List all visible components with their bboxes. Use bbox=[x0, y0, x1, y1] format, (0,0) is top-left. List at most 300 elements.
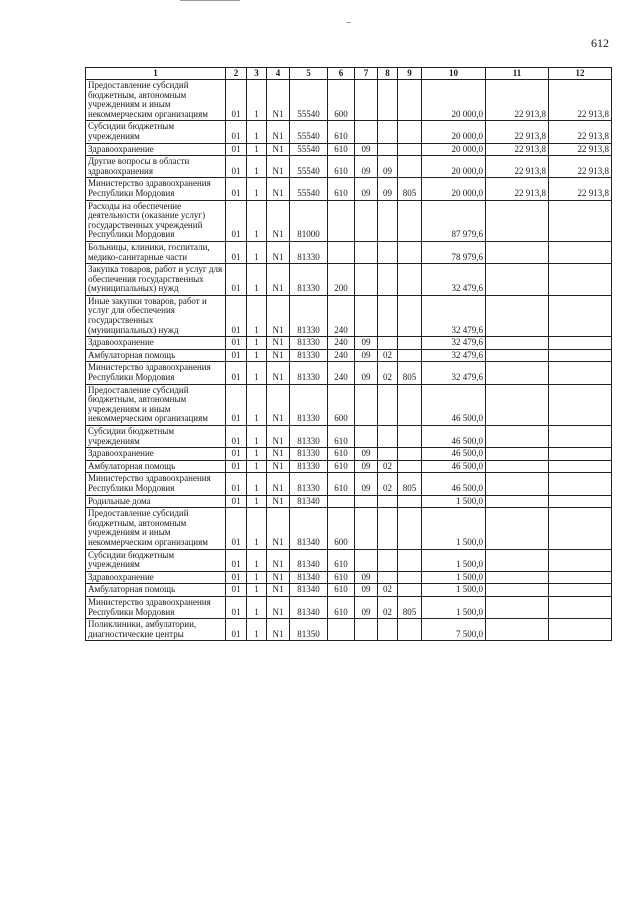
amount-year2-cell bbox=[486, 349, 549, 362]
row-name-cell: Министерство здравоохранения Республики Мордовия bbox=[86, 473, 226, 495]
expense-type-cell: 610 bbox=[328, 571, 355, 584]
amount-year3-cell: 22 913,8 bbox=[549, 121, 612, 143]
row-name-cell: Субсидии бюджетным учреждениям bbox=[86, 426, 226, 448]
row-name-cell: Здравоохранение bbox=[86, 337, 226, 350]
amount-year1-cell: 20 000,0 bbox=[422, 80, 486, 121]
section-code-cell: 09 bbox=[355, 349, 378, 362]
amount-year3-cell bbox=[549, 362, 612, 384]
amount-year1-cell: 32 479,6 bbox=[422, 337, 486, 350]
amount-year1-cell: 46 500,0 bbox=[422, 460, 486, 473]
subprogram-code-cell: 1 bbox=[247, 495, 267, 508]
row-name-cell: Расходы на обеспечение деятельности (оказание услуг) государственных учреждений Республики Мордовия bbox=[86, 200, 226, 241]
ministry-code-cell bbox=[398, 156, 422, 178]
project-code-cell: N1 bbox=[267, 362, 290, 384]
expense-type-cell: 610 bbox=[328, 178, 355, 200]
section-code-cell bbox=[355, 619, 378, 641]
direction-code-cell: 81330 bbox=[290, 264, 328, 296]
amount-year1-cell: 87 979,6 bbox=[422, 200, 486, 241]
row-name-cell: Предоставление субсидий бюджетным, автономным учреждениям и иным некоммерческим организациям bbox=[86, 80, 226, 121]
project-code-cell: N1 bbox=[267, 80, 290, 121]
subsection-code-cell bbox=[378, 121, 398, 143]
section-code-cell: 09 bbox=[355, 460, 378, 473]
expense-type-cell bbox=[328, 619, 355, 641]
section-code-cell bbox=[355, 264, 378, 296]
subprogram-code-cell: 1 bbox=[247, 426, 267, 448]
section-code-cell: 09 bbox=[355, 143, 378, 156]
program-code-cell: 01 bbox=[226, 156, 247, 178]
amount-year2-cell bbox=[486, 448, 549, 461]
column-header: 10 bbox=[422, 68, 486, 80]
subsection-code-cell bbox=[378, 426, 398, 448]
table-body bbox=[86, 80, 612, 641]
column-header: 2 bbox=[226, 68, 247, 80]
direction-code-cell: 81340 bbox=[290, 495, 328, 508]
expense-type-cell: 610 bbox=[328, 596, 355, 618]
ministry-code-cell bbox=[398, 200, 422, 241]
project-code-cell: N1 bbox=[267, 143, 290, 156]
amount-year3-cell: 22 913,8 bbox=[549, 178, 612, 200]
direction-code-cell: 81330 bbox=[290, 473, 328, 495]
subsection-code-cell bbox=[378, 264, 398, 296]
expense-type-cell: 610 bbox=[328, 143, 355, 156]
row-name-cell: Здравоохранение bbox=[86, 571, 226, 584]
amount-year1-cell: 1 500,0 bbox=[422, 596, 486, 618]
amount-year3-cell: 22 913,8 bbox=[549, 156, 612, 178]
amount-year1-cell: 20 000,0 bbox=[422, 143, 486, 156]
amount-year2-cell bbox=[486, 508, 549, 549]
amount-year3-cell bbox=[549, 584, 612, 597]
row-name-cell: Другие вопросы в области здравоохранения bbox=[86, 156, 226, 178]
ministry-code-cell bbox=[398, 143, 422, 156]
program-code-cell: 01 bbox=[226, 143, 247, 156]
amount-year3-cell bbox=[549, 549, 612, 571]
amount-year2-cell bbox=[486, 619, 549, 641]
amount-year2-cell bbox=[486, 264, 549, 296]
subprogram-code-cell: 1 bbox=[247, 448, 267, 461]
project-code-cell: N1 bbox=[267, 495, 290, 508]
subprogram-code-cell: 1 bbox=[247, 143, 267, 156]
row-name-cell: Здравоохранение bbox=[86, 448, 226, 461]
amount-year1-cell: 1 500,0 bbox=[422, 495, 486, 508]
table-row bbox=[86, 473, 612, 495]
program-code-cell: 01 bbox=[226, 337, 247, 350]
amount-year2-cell bbox=[486, 337, 549, 350]
direction-code-cell: 55540 bbox=[290, 156, 328, 178]
direction-code-cell: 81340 bbox=[290, 508, 328, 549]
direction-code-cell: 81330 bbox=[290, 349, 328, 362]
table-row bbox=[86, 584, 612, 597]
amount-year1-cell: 46 500,0 bbox=[422, 448, 486, 461]
subsection-code-cell bbox=[378, 337, 398, 350]
column-header: 11 bbox=[486, 68, 549, 80]
project-code-cell: N1 bbox=[267, 178, 290, 200]
section-code-cell: 09 bbox=[355, 337, 378, 350]
ministry-code-cell bbox=[398, 121, 422, 143]
amount-year3-cell bbox=[549, 337, 612, 350]
amount-year2-cell bbox=[486, 241, 549, 263]
column-header: 1 bbox=[86, 68, 226, 80]
subprogram-code-cell: 1 bbox=[247, 584, 267, 597]
direction-code-cell: 81330 bbox=[290, 362, 328, 384]
section-code-cell: 09 bbox=[355, 473, 378, 495]
amount-year2-cell bbox=[486, 200, 549, 241]
row-name-cell: Иные закупки товаров, работ и услуг для обеспечения государственных (муниципальных) нужд bbox=[86, 295, 226, 336]
amount-year1-cell: 46 500,0 bbox=[422, 473, 486, 495]
ministry-code-cell bbox=[398, 80, 422, 121]
subprogram-code-cell: 1 bbox=[247, 549, 267, 571]
expense-type-cell: 600 bbox=[328, 384, 355, 425]
subsection-code-cell bbox=[378, 384, 398, 425]
table-row bbox=[86, 571, 612, 584]
table-row bbox=[86, 460, 612, 473]
subsection-code-cell: 02 bbox=[378, 362, 398, 384]
amount-year2-cell bbox=[486, 584, 549, 597]
table-row bbox=[86, 337, 612, 350]
subsection-code-cell: 09 bbox=[378, 178, 398, 200]
project-code-cell: N1 bbox=[267, 460, 290, 473]
row-name-cell: Больницы, клиники, госпитали, медико-санитарные части bbox=[86, 241, 226, 263]
subprogram-code-cell: 1 bbox=[247, 264, 267, 296]
direction-code-cell: 81330 bbox=[290, 426, 328, 448]
direction-code-cell: 55540 bbox=[290, 178, 328, 200]
section-code-cell: 09 bbox=[355, 596, 378, 618]
row-name-cell: Министерство здравоохранения Республики Мордовия bbox=[86, 178, 226, 200]
project-code-cell: N1 bbox=[267, 473, 290, 495]
subsection-code-cell bbox=[378, 549, 398, 571]
table-row bbox=[86, 156, 612, 178]
table-row bbox=[86, 80, 612, 121]
program-code-cell: 01 bbox=[226, 426, 247, 448]
ministry-code-cell bbox=[398, 337, 422, 350]
expense-type-cell: 610 bbox=[328, 549, 355, 571]
program-code-cell: 01 bbox=[226, 384, 247, 425]
direction-code-cell: 81330 bbox=[290, 295, 328, 336]
amount-year2-cell bbox=[486, 362, 549, 384]
subprogram-code-cell: 1 bbox=[247, 349, 267, 362]
project-code-cell: N1 bbox=[267, 508, 290, 549]
program-code-cell: 01 bbox=[226, 241, 247, 263]
subsection-code-cell: 02 bbox=[378, 349, 398, 362]
ministry-code-cell bbox=[398, 495, 422, 508]
column-header: 3 bbox=[247, 68, 267, 80]
table-row bbox=[86, 448, 612, 461]
expense-type-cell bbox=[328, 200, 355, 241]
expense-type-cell: 610 bbox=[328, 460, 355, 473]
ministry-code-cell bbox=[398, 426, 422, 448]
program-code-cell: 01 bbox=[226, 473, 247, 495]
ministry-code-cell bbox=[398, 460, 422, 473]
project-code-cell: N1 bbox=[267, 121, 290, 143]
section-code-cell bbox=[355, 495, 378, 508]
amount-year3-cell bbox=[549, 426, 612, 448]
amount-year2-cell bbox=[486, 460, 549, 473]
expense-type-cell: 610 bbox=[328, 156, 355, 178]
budget-table-container bbox=[85, 67, 611, 641]
direction-code-cell: 55540 bbox=[290, 143, 328, 156]
section-code-cell: 09 bbox=[355, 362, 378, 384]
direction-code-cell: 55540 bbox=[290, 121, 328, 143]
amount-year2-cell bbox=[486, 549, 549, 571]
scan-artifact bbox=[180, 0, 240, 1]
program-code-cell: 01 bbox=[226, 508, 247, 549]
project-code-cell: N1 bbox=[267, 200, 290, 241]
row-name-cell: Субсидии бюджетным учреждениям bbox=[86, 121, 226, 143]
expense-type-cell: 600 bbox=[328, 80, 355, 121]
amount-year3-cell bbox=[549, 200, 612, 241]
expense-type-cell: 610 bbox=[328, 426, 355, 448]
project-code-cell: N1 bbox=[267, 549, 290, 571]
ministry-code-cell: 805 bbox=[398, 178, 422, 200]
amount-year2-cell bbox=[486, 384, 549, 425]
amount-year3-cell bbox=[549, 619, 612, 641]
project-code-cell: N1 bbox=[267, 426, 290, 448]
ministry-code-cell bbox=[398, 619, 422, 641]
project-code-cell: N1 bbox=[267, 156, 290, 178]
amount-year3-cell: 22 913,8 bbox=[549, 143, 612, 156]
expense-type-cell: 240 bbox=[328, 337, 355, 350]
expense-type-cell: 240 bbox=[328, 295, 355, 336]
subprogram-code-cell: 1 bbox=[247, 200, 267, 241]
row-name-cell: Родильные дома bbox=[86, 495, 226, 508]
ministry-code-cell bbox=[398, 448, 422, 461]
expense-type-cell: 610 bbox=[328, 584, 355, 597]
section-code-cell bbox=[355, 508, 378, 549]
column-header: 9 bbox=[398, 68, 422, 80]
table-row bbox=[86, 349, 612, 362]
subsection-code-cell bbox=[378, 495, 398, 508]
subprogram-code-cell: 1 bbox=[247, 460, 267, 473]
direction-code-cell: 81340 bbox=[290, 549, 328, 571]
amount-year1-cell: 32 479,6 bbox=[422, 295, 486, 336]
section-code-cell: 09 bbox=[355, 584, 378, 597]
table-row bbox=[86, 143, 612, 156]
amount-year1-cell: 1 500,0 bbox=[422, 571, 486, 584]
section-code-cell bbox=[355, 384, 378, 425]
direction-code-cell: 81330 bbox=[290, 241, 328, 263]
section-code-cell bbox=[355, 549, 378, 571]
table-row bbox=[86, 178, 612, 200]
program-code-cell: 01 bbox=[226, 571, 247, 584]
program-code-cell: 01 bbox=[226, 549, 247, 571]
amount-year1-cell: 20 000,0 bbox=[422, 178, 486, 200]
table-row bbox=[86, 508, 612, 549]
amount-year3-cell bbox=[549, 596, 612, 618]
program-code-cell: 01 bbox=[226, 596, 247, 618]
amount-year3-cell bbox=[549, 495, 612, 508]
amount-year3-cell bbox=[549, 508, 612, 549]
amount-year1-cell: 1 500,0 bbox=[422, 508, 486, 549]
expense-type-cell bbox=[328, 241, 355, 263]
subsection-code-cell: 09 bbox=[378, 156, 398, 178]
expense-type-cell: 240 bbox=[328, 362, 355, 384]
direction-code-cell: 81330 bbox=[290, 448, 328, 461]
row-name-cell: Предоставление субсидий бюджетным, автономным учреждениям и иным некоммерческим организациям bbox=[86, 508, 226, 549]
subprogram-code-cell: 1 bbox=[247, 295, 267, 336]
scan-artifact bbox=[347, 22, 351, 23]
subprogram-code-cell: 1 bbox=[247, 156, 267, 178]
amount-year2-cell bbox=[486, 473, 549, 495]
section-code-cell bbox=[355, 121, 378, 143]
ministry-code-cell bbox=[398, 584, 422, 597]
amount-year1-cell: 46 500,0 bbox=[422, 384, 486, 425]
expense-type-cell: 610 bbox=[328, 121, 355, 143]
program-code-cell: 01 bbox=[226, 200, 247, 241]
program-code-cell: 01 bbox=[226, 264, 247, 296]
subprogram-code-cell: 1 bbox=[247, 619, 267, 641]
ministry-code-cell: 805 bbox=[398, 473, 422, 495]
program-code-cell: 01 bbox=[226, 80, 247, 121]
project-code-cell: N1 bbox=[267, 349, 290, 362]
amount-year2-cell bbox=[486, 571, 549, 584]
row-name-cell: Субсидии бюджетным учреждениям bbox=[86, 549, 226, 571]
table-row bbox=[86, 596, 612, 618]
ministry-code-cell bbox=[398, 571, 422, 584]
amount-year3-cell bbox=[549, 460, 612, 473]
expense-type-cell bbox=[328, 495, 355, 508]
page-number: 612 bbox=[591, 36, 609, 50]
amount-year1-cell: 1 500,0 bbox=[422, 584, 486, 597]
amount-year1-cell: 46 500,0 bbox=[422, 426, 486, 448]
subprogram-code-cell: 1 bbox=[247, 178, 267, 200]
table-row bbox=[86, 619, 612, 641]
table-row bbox=[86, 495, 612, 508]
ministry-code-cell bbox=[398, 549, 422, 571]
column-header: 8 bbox=[378, 68, 398, 80]
subsection-code-cell bbox=[378, 448, 398, 461]
subsection-code-cell bbox=[378, 241, 398, 263]
section-code-cell: 09 bbox=[355, 448, 378, 461]
amount-year3-cell bbox=[549, 384, 612, 425]
subprogram-code-cell: 1 bbox=[247, 473, 267, 495]
amount-year3-cell bbox=[549, 448, 612, 461]
column-header: 5 bbox=[290, 68, 328, 80]
expense-type-cell: 600 bbox=[328, 508, 355, 549]
subprogram-code-cell: 1 bbox=[247, 337, 267, 350]
amount-year2-cell: 22 913,8 bbox=[486, 143, 549, 156]
column-header: 12 bbox=[549, 68, 612, 80]
row-name-cell: Амбулаторная помощь bbox=[86, 460, 226, 473]
section-code-cell bbox=[355, 80, 378, 121]
section-code-cell bbox=[355, 295, 378, 336]
program-code-cell: 01 bbox=[226, 295, 247, 336]
amount-year2-cell bbox=[486, 596, 549, 618]
subprogram-code-cell: 1 bbox=[247, 571, 267, 584]
subsection-code-cell bbox=[378, 619, 398, 641]
expense-type-cell: 200 bbox=[328, 264, 355, 296]
project-code-cell: N1 bbox=[267, 596, 290, 618]
budget-table bbox=[85, 67, 612, 641]
row-name-cell: Амбулаторная помощь bbox=[86, 349, 226, 362]
program-code-cell: 01 bbox=[226, 584, 247, 597]
row-name-cell: Здравоохранение bbox=[86, 143, 226, 156]
table-row bbox=[86, 295, 612, 336]
direction-code-cell: 81340 bbox=[290, 571, 328, 584]
program-code-cell: 01 bbox=[226, 121, 247, 143]
section-code-cell: 09 bbox=[355, 571, 378, 584]
project-code-cell: N1 bbox=[267, 337, 290, 350]
subsection-code-cell bbox=[378, 200, 398, 241]
column-header: 4 bbox=[267, 68, 290, 80]
amount-year2-cell: 22 913,8 bbox=[486, 121, 549, 143]
column-header: 6 bbox=[328, 68, 355, 80]
subsection-code-cell bbox=[378, 143, 398, 156]
ministry-code-cell: 805 bbox=[398, 362, 422, 384]
table-row bbox=[86, 362, 612, 384]
table-row bbox=[86, 426, 612, 448]
amount-year2-cell bbox=[486, 426, 549, 448]
subsection-code-cell bbox=[378, 295, 398, 336]
direction-code-cell: 81330 bbox=[290, 384, 328, 425]
program-code-cell: 01 bbox=[226, 619, 247, 641]
program-code-cell: 01 bbox=[226, 495, 247, 508]
section-code-cell: 09 bbox=[355, 178, 378, 200]
column-header: 7 bbox=[355, 68, 378, 80]
program-code-cell: 01 bbox=[226, 362, 247, 384]
direction-code-cell: 81350 bbox=[290, 619, 328, 641]
subprogram-code-cell: 1 bbox=[247, 596, 267, 618]
direction-code-cell: 81000 bbox=[290, 200, 328, 241]
amount-year1-cell: 20 000,0 bbox=[422, 156, 486, 178]
subsection-code-cell bbox=[378, 80, 398, 121]
row-name-cell: Министерство здравоохранения Республики Мордовия bbox=[86, 362, 226, 384]
amount-year3-cell bbox=[549, 295, 612, 336]
amount-year3-cell bbox=[549, 473, 612, 495]
subprogram-code-cell: 1 bbox=[247, 384, 267, 425]
ministry-code-cell bbox=[398, 264, 422, 296]
table-row bbox=[86, 384, 612, 425]
amount-year2-cell bbox=[486, 295, 549, 336]
amount-year2-cell: 22 913,8 bbox=[486, 178, 549, 200]
amount-year3-cell bbox=[549, 571, 612, 584]
subprogram-code-cell: 1 bbox=[247, 362, 267, 384]
row-name-cell: Предоставление субсидий бюджетным, автономным учреждениям и иным некоммерческим организациям bbox=[86, 384, 226, 425]
project-code-cell: N1 bbox=[267, 241, 290, 263]
amount-year1-cell: 32 479,6 bbox=[422, 349, 486, 362]
subsection-code-cell bbox=[378, 508, 398, 549]
amount-year1-cell: 32 479,6 bbox=[422, 362, 486, 384]
project-code-cell: N1 bbox=[267, 448, 290, 461]
program-code-cell: 01 bbox=[226, 178, 247, 200]
direction-code-cell: 81340 bbox=[290, 584, 328, 597]
table-row bbox=[86, 264, 612, 296]
program-code-cell: 01 bbox=[226, 448, 247, 461]
ministry-code-cell bbox=[398, 508, 422, 549]
table-header-row bbox=[86, 68, 612, 80]
expense-type-cell: 610 bbox=[328, 473, 355, 495]
row-name-cell: Амбулаторная помощь bbox=[86, 584, 226, 597]
subsection-code-cell: 02 bbox=[378, 584, 398, 597]
amount-year1-cell: 32 479,6 bbox=[422, 264, 486, 296]
table-row bbox=[86, 241, 612, 263]
subsection-code-cell: 02 bbox=[378, 460, 398, 473]
expense-type-cell: 610 bbox=[328, 448, 355, 461]
subprogram-code-cell: 1 bbox=[247, 121, 267, 143]
subsection-code-cell: 02 bbox=[378, 473, 398, 495]
subprogram-code-cell: 1 bbox=[247, 80, 267, 121]
section-code-cell bbox=[355, 426, 378, 448]
row-name-cell: Закупка товаров, работ и услуг для обеспечения государственных (муниципальных) нужд bbox=[86, 264, 226, 296]
section-code-cell: 09 bbox=[355, 156, 378, 178]
expense-type-cell: 240 bbox=[328, 349, 355, 362]
subsection-code-cell: 02 bbox=[378, 596, 398, 618]
project-code-cell: N1 bbox=[267, 584, 290, 597]
table-row bbox=[86, 549, 612, 571]
amount-year1-cell: 1 500,0 bbox=[422, 549, 486, 571]
direction-code-cell: 81330 bbox=[290, 460, 328, 473]
ministry-code-cell bbox=[398, 241, 422, 263]
section-code-cell bbox=[355, 241, 378, 263]
table-row bbox=[86, 121, 612, 143]
